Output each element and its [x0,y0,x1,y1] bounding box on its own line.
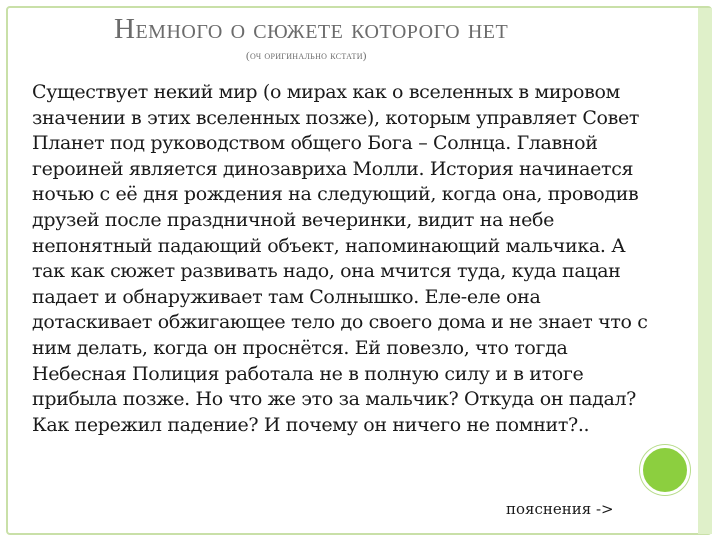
slide-side-band [698,8,712,534]
slide-title: Немного о сюжете которого нет [114,13,509,45]
body-line: героиней является динозавриха Молли. История начинается [32,157,634,180]
next-slide-link[interactable]: пояснения -> [506,500,614,518]
body-line: дотаскивает обжигающее тело до своего дома и не знает что с [32,311,648,334]
decorative-circle-icon [640,445,690,495]
body-line: так как сюжет развивать надо, она мчится туда, куда пацан [32,260,621,283]
body-line: Небесная Полиция работала не в полную силу и в итоге [32,362,584,385]
slide-body [32,80,696,438]
slide-subtitle: (оч оригинально кстати) [246,50,367,62]
body-line: Как пережил падение? И почему он ничего не помнит?.. [32,413,590,436]
body-line: ним делать, когда он проснётся. Ей повезло, что тогда [32,336,568,359]
body-line: друзей после праздничной вечеринки, видит на небе [32,208,554,231]
body-line: Существует некий мир (о мирах как о вселенных в мировом [32,81,620,103]
body-line: падает и обнаруживает там Солнышко. Еле-еле она [32,285,541,308]
body-line: прибыла позже. Но что же это за мальчик? Откуда он падал? [32,388,636,411]
body-line: Планет под руководством общего Бога – Солнца. Главной [32,132,598,155]
body-line: непонятный падающий объект, напоминающий мальчика. А [32,234,626,257]
body-line: значении в этих вселенных позже), которым управляет Совет [32,106,640,129]
body-line: ночью с её дня рождения на следующий, когда она, проводив [32,183,639,206]
